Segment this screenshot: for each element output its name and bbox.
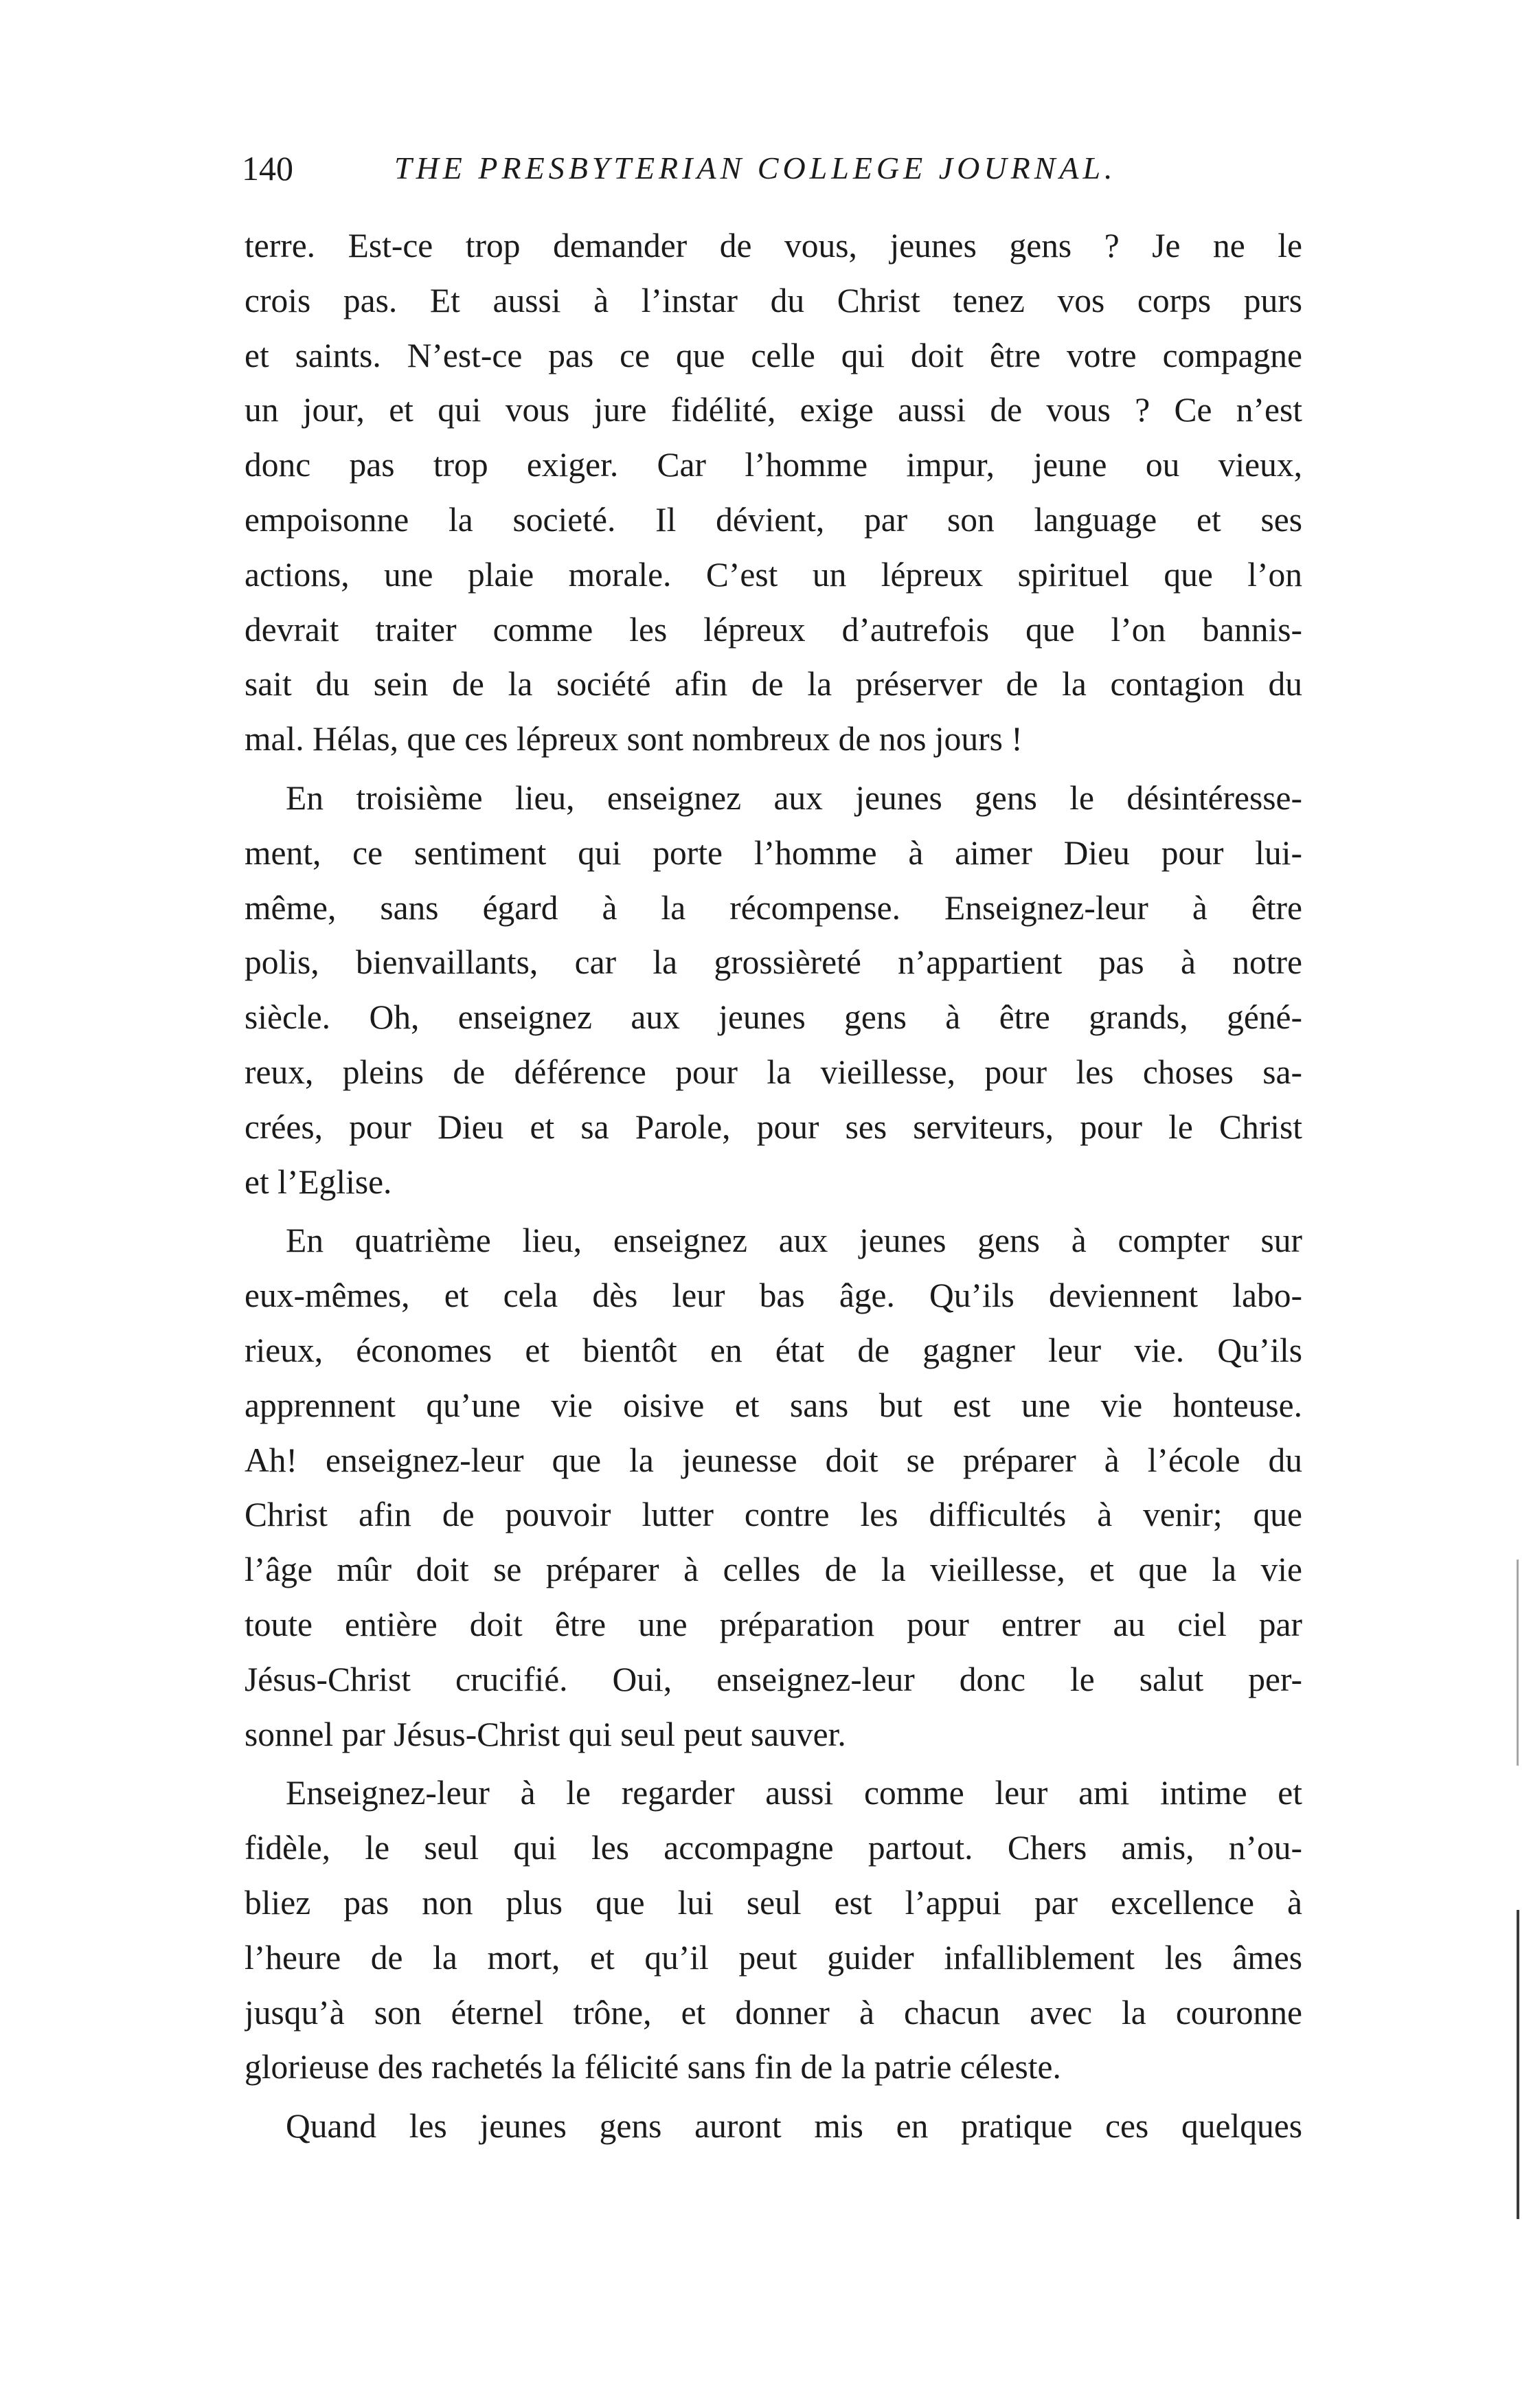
text-line: jusqu’à son éternel trône, et donner à chacun avec la couronne xyxy=(245,1993,1302,2032)
text-line: toute entière doit être une préparation pour entrer au ciel par xyxy=(245,1605,1302,1643)
page-number: 140 xyxy=(242,149,293,188)
text-line: polis, bienvaillants, car la grossièreté n’appartient pas à notre xyxy=(245,943,1302,982)
text-line: terre. Est-ce trop demander de vous, jeunes gens ? Je ne le xyxy=(245,227,1302,265)
text-line: reux, pleins de déférence pour la vieillesse, pour les choses sa- xyxy=(245,1053,1302,1091)
journal-title: THE PRESBYTERIAN COLLEGE JOURNAL. xyxy=(394,150,1117,185)
text-line: donc pas trop exiger. Car l’homme impur, jeune ou vieux, xyxy=(245,446,1302,484)
text-line: Jésus-Christ crucifié. Oui, enseignez-leur donc le salut per- xyxy=(245,1660,1302,1698)
text-line: eux-mêmes, et cela dès leur bas âge. Qu’ils deviennent labo- xyxy=(245,1276,1302,1315)
scan-edge-mark xyxy=(1517,1910,1519,2219)
paragraph-start-line: En troisième lieu, enseignez aux jeunes gens le désintéresse- xyxy=(286,778,1302,817)
text-line: sonnel par Jésus-Christ qui seul peut sauver. xyxy=(245,1715,846,1753)
text-line: Christ afin de pouvoir lutter contre les difficultés à venir; que xyxy=(245,1496,1302,1534)
text-line: empoisonne la societé. Il dévient, par son language et ses xyxy=(245,500,1302,539)
text-line: rieux, économes et bientôt en état de gagner leur vie. Qu’ils xyxy=(245,1331,1302,1369)
text-line: devrait traiter comme les lépreux d’autrefois que l’on bannis- xyxy=(245,610,1302,649)
text-line: glorieuse des rachetés la félicité sans fin de la patrie céleste. xyxy=(245,2048,1061,2086)
text-line: l’heure de la mort, et qu’il peut guider infalliblement les âmes xyxy=(245,1938,1302,1977)
text-line: apprennent qu’une vie oisive et sans but est une vie honteuse. xyxy=(245,1386,1302,1424)
text-line: bliez pas non plus que lui seul est l’appui par excellence à xyxy=(245,1883,1302,1922)
paragraph-start-line: Enseignez-leur à le regarder aussi comme leur ami intime et xyxy=(286,1774,1302,1812)
text-line: actions, une plaie morale. C’est un lépreux spirituel que l’on xyxy=(245,555,1302,594)
text-line: siècle. Oh, enseignez aux jeunes gens à être grands, géné- xyxy=(245,998,1302,1037)
text-line: Ah! enseignez-leur que la jeunesse doit se préparer à l’école du xyxy=(245,1441,1302,1479)
text-line: crées, pour Dieu et sa Parole, pour ses serviteurs, pour le Christ xyxy=(245,1107,1302,1146)
text-line: ment, ce sentiment qui porte l’homme à aimer Dieu pour lui- xyxy=(245,833,1302,872)
text-line: mal. Hélas, que ces lépreux sont nombreux de nos jours ! xyxy=(245,720,1023,758)
text-line: et l’Eglise. xyxy=(245,1162,392,1201)
body-text xyxy=(245,218,1302,2154)
text-line: fidèle, le seul qui les accompagne partout. Chers amis, n’ou- xyxy=(245,1829,1302,1867)
paragraph-start-line: En quatrième lieu, enseignez aux jeunes gens à compter sur xyxy=(286,1222,1302,1260)
text-line: un jour, et qui vous jure fidélité, exige aussi de vous ? Ce n’est xyxy=(245,391,1302,429)
scan-edge-mark xyxy=(1517,1560,1519,1766)
text-line: crois pas. Et aussi à l’instar du Christ tenez vos corps purs xyxy=(245,281,1302,319)
text-line: l’âge mûr doit se préparer à celles de la vieillesse, et que la vie xyxy=(245,1551,1302,1589)
text-line: sait du sein de la société afin de la préserver de la contagion du xyxy=(245,665,1302,704)
text-line: et saints. N’est-ce pas ce que celle qui doit être votre compagne xyxy=(245,336,1302,374)
running-head xyxy=(242,141,1300,196)
paragraph-start-line: Quand les jeunes gens auront mis en pratique ces quelques xyxy=(286,2107,1302,2146)
text-line: même, sans égard à la récompense. Enseignez-leur à être xyxy=(245,888,1302,927)
